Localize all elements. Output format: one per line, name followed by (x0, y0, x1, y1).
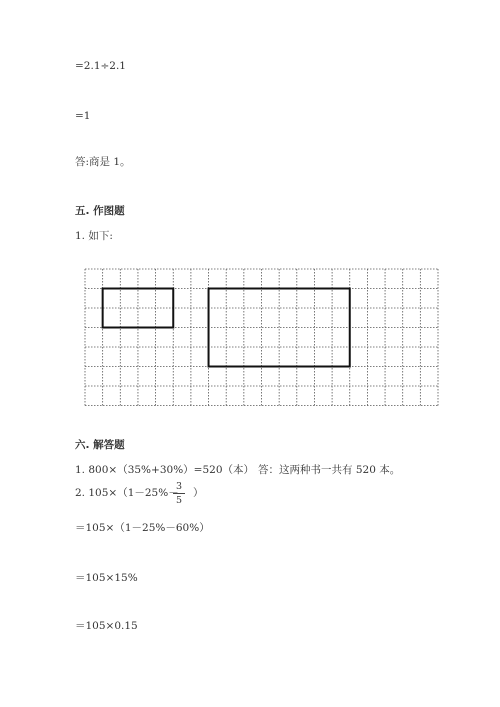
step-1: ＝105×（1－25%－60%） (75, 522, 210, 534)
step-3: ＝105×0.15 (75, 620, 138, 632)
section-5-title: 五. 作图题 (75, 205, 125, 217)
answer-line: 答:商是 1。 (75, 156, 131, 168)
calc-line-1: =2.1÷2.1 (75, 60, 126, 72)
item-1-label: 1. 如下: (75, 230, 113, 242)
calc-line-2: =1 (75, 110, 91, 122)
fraction-bar (173, 493, 185, 494)
step-2: ＝105×15% (75, 572, 138, 584)
question-1-expression: 1. 800×（35%+30%）=520（本） (75, 464, 255, 476)
fraction-denominator: 5 (175, 495, 183, 506)
question-1-answer: 答：这两种书一共有 520 本。 (258, 464, 401, 476)
question-2-prefix: 2. 105×（1－25%－ (75, 487, 179, 499)
question-2-suffix: ） (193, 487, 204, 499)
section-6-title: 六. 解答题 (75, 439, 125, 451)
fraction-numerator: 3 (175, 481, 183, 492)
